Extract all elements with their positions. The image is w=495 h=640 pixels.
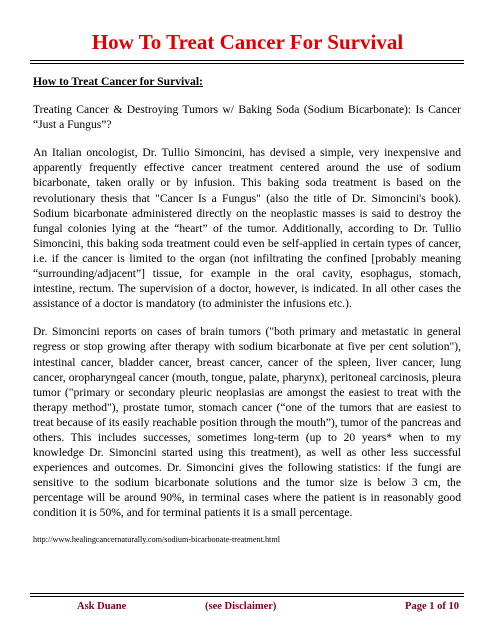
footer-rule <box>30 593 464 594</box>
footer-disclaimer: (see Disclaimer) <box>205 601 277 612</box>
page-footer <box>77 601 459 615</box>
footer-rule-secondary <box>30 596 464 597</box>
body-paragraph: Dr. Simoncini reports on cases of brain tumors ("both primary and metastatic in general regress or stop growing after therapy with sodium bicarbonate at five per cent solution"), intestinal cancer, bladder cancer, breast cancer, cancer of the spleen, liver cancer, lung cancer, oropharyngeal cancer (mouth, tongue, palate, pharynx), peritoneal carcinosis, pleura tumor ("primary or secondary pleuric neoplasias are amongst the easiest to treat with the therapy method"), prostate tumor, stomach cancer (“one of the tumors that are easiest to treat because of its easily reachable position through the mouth”), tumor of the pancreas and others. This includes successes, sometimes long-term (up to 20 years* when to my knowledge Dr. Simoncini started using this treatment), as well as other less successful experiences and outcomes. Dr. Simoncini gives the following statistics: if the fungi are sensitive to the sodium bicarbonate solutions and the tumor size is below 3 cm, the percentage will be around 90%, in terminal cases where the patient is in reasonably good condition it is 50%, and for terminal patients it is a small percentage. <box>33 325 461 520</box>
header-rule <box>30 60 464 61</box>
document-body <box>33 74 461 545</box>
footer-page-number: Page 1 of 10 <box>405 601 459 612</box>
footer-author: Ask Duane <box>77 601 127 612</box>
page-title: How To Treat Cancer For Survival <box>91 30 404 54</box>
body-paragraph: An Italian oncologist, Dr. Tullio Simoncini, has devised a simple, very inexpensive and apparently frequently effective cancer treatment centered around the use of sodium bicarbonate, taken orally or by infusion. This baking soda treatment is based on the revolutionary thesis that "Cancer Is a Fungus" (also the title of Dr. Simoncini's book). Sodium bicarbonate administered directly on the neoplastic masses is said to destroy the fungal colonies lying at the “heart” of the tumor. Additionally, according to Dr. Tullio Simoncini, this baking soda treatment could even be self-applied in certain types of cancer, i.e. if the cancer is limited to the organ (not infiltrating the confined [probably meaning “surrounding/adjacent”] tissue, for example in the oral cavity, esophagus, stomach, intestine, rectum. The supervision of a doctor, however, is indicated. In all other cases the assistance of a doctor is mandatory (to administer the infusions etc.). <box>33 146 461 311</box>
header-rule-secondary <box>30 63 464 64</box>
source-link[interactable]: http://www.healingcancernaturally.com/sodium-bicarbonate-treatment.html <box>33 534 280 544</box>
section-heading: How to Treat Cancer for Survival: <box>33 75 203 88</box>
subtitle-paragraph: Treating Cancer & Destroying Tumors w/ Baking Soda (Sodium Bicarbonate): Is Cancer “Just a Fungus”? <box>33 103 461 132</box>
